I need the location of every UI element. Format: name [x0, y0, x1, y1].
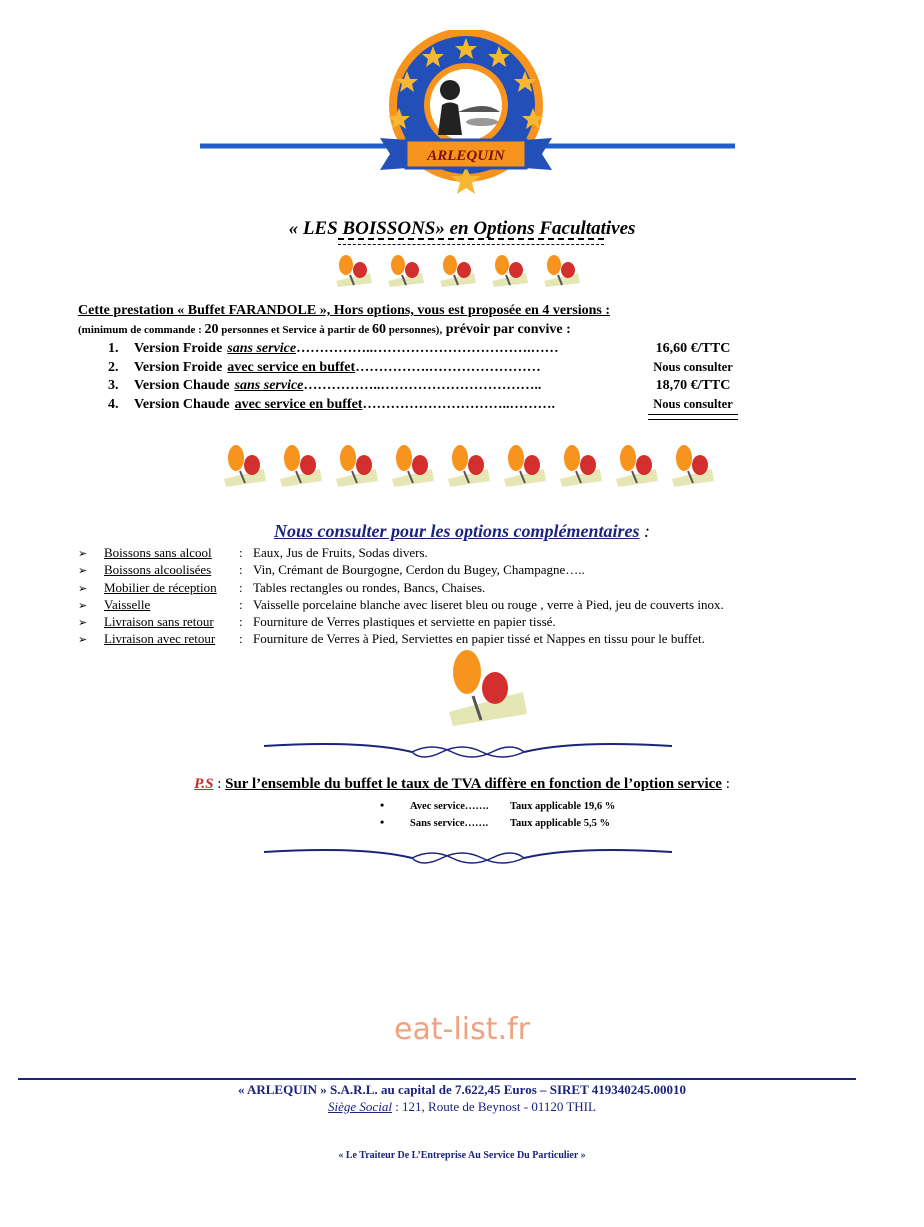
tulip-icon: [218, 443, 268, 487]
options-list: [78, 545, 724, 649]
tulip-illustration: [437, 648, 529, 731]
tulip-icon: [554, 443, 604, 487]
version-row: 4. Version Chaude avec service en buffet …………………………..………. Nous consulter: [108, 396, 733, 412]
tulip-icon: [434, 253, 478, 287]
swirl-divider-icon: [262, 740, 674, 764]
footer-divider: [18, 1078, 856, 1080]
tulip-row-small: [330, 253, 582, 287]
tulip-icon: [386, 443, 436, 487]
page-title: « LES BOISSONS» en Options Facultatives: [288, 218, 636, 239]
tulip-icon: [498, 443, 548, 487]
footer-slogan: « Le Traiteur De L’Entreprise Au Service Du Particulier »: [338, 1150, 586, 1161]
tulip-icon: [330, 253, 374, 287]
intro-line: Cette prestation « Buffet FARANDOLE », Hors options, vous est proposée en 4 versions :: [78, 303, 610, 318]
title-underline: [338, 238, 604, 240]
tulip-icon: [486, 253, 530, 287]
tulip-icon: [610, 443, 660, 487]
option-item: ➢ Boissons alcoolisées : Vin, Crémant de Bourgogne, Cerdon du Bugey, Champagne…..: [78, 562, 585, 578]
option-item: ➢ Mobilier de réception : Tables rectangles ou rondes, Bancs, Chaises.: [78, 579, 486, 595]
header-logo: [200, 30, 735, 195]
tulip-icon: [442, 443, 492, 487]
watermark: eat-list.fr: [394, 1012, 530, 1047]
title-underline-2: [338, 244, 604, 245]
tulip-icon: [274, 443, 324, 487]
footer-company: « ARLEQUIN » S.A.R.L. au capital de 7.622,45 Euros – SIRET 419340245.00010: [237, 1082, 687, 1097]
bullet-arrow-icon: ➢: [78, 582, 88, 595]
option-item: ➢ Vaisselle : Vaisselle porcelaine blanche avec liseret bleu ou rouge , verre à Pied, jeu de couverts inox.: [78, 596, 724, 612]
swirl-divider-icon: [262, 846, 674, 870]
bullet-arrow-icon: ➢: [78, 565, 88, 578]
option-item: ➢ Livraison avec retour : Fourniture de Verres à Pied, Serviettes en papier tissé et Nappes en tissu pour le buffet.: [78, 631, 705, 647]
options-title: Nous consulter pour les options complémentaires :: [273, 521, 651, 541]
tulip-icon: [538, 253, 582, 287]
version-row: 3. Version Chaude sans service ……………..…………………………….. 18,70 €/TTC: [108, 378, 731, 393]
versions-list: [108, 341, 748, 415]
bullet-arrow-icon: ➢: [78, 599, 88, 612]
bullet-arrow-icon: ➢: [78, 548, 88, 560]
bullet-arrow-icon: ➢: [78, 617, 88, 630]
total-underline: [648, 414, 738, 420]
version-row: 1. Version Froide sans service ……………..…………………………….…… 16,60 €/TTC: [108, 341, 731, 356]
option-item: ➢ Livraison sans retour : Fourniture de Verres plastiques et serviette en papier tissé.: [78, 614, 556, 630]
tva-row: • Sans service……. Taux applicable 5,5 %: [380, 815, 610, 829]
tulip-icon: [330, 443, 380, 487]
option-item: ➢ Boissons sans alcool : Eaux, Jus de Fruits, Sodas divers.: [78, 545, 428, 560]
version-row: 2. Version Froide avec service en buffet …………….…………………… Nous consulter: [108, 359, 733, 375]
bullet-arrow-icon: ➢: [78, 634, 88, 647]
brand-name: ARLEQUIN: [427, 148, 505, 164]
tulip-icon: [382, 253, 426, 287]
tulip-icon: [666, 443, 716, 487]
tulip-row-large: [218, 443, 716, 487]
ps-note: P.S : Sur l’ensemble du buffet le taux de TVA diffère en fonction de l’option service :: [194, 776, 730, 792]
tulip-icon: [437, 648, 529, 726]
tva-row: • Avec service……. Taux applicable 19,6 %: [380, 798, 616, 812]
tva-rates: [380, 798, 615, 832]
footer-address: Siège Social : 121, Route de Beynost - 01120 THIL: [328, 1099, 596, 1114]
intro-conditions: (minimum de commande : 20 personnes et Service à partir de 60 personnes), prévoir par convive :: [78, 322, 571, 337]
